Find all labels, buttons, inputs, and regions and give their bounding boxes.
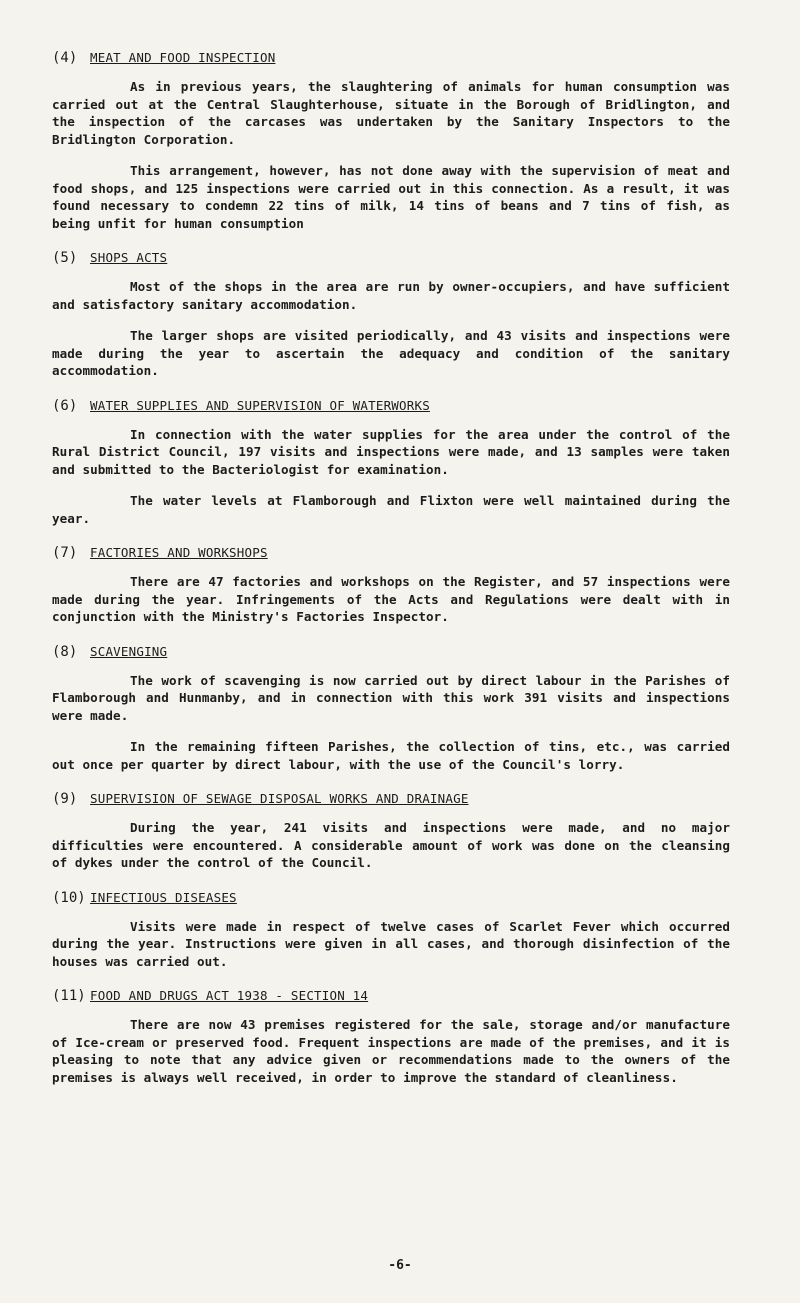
section	[52, 789, 730, 872]
section	[52, 396, 730, 528]
section	[52, 48, 730, 232]
section-title: FACTORIES AND WORKSHOPS	[90, 545, 268, 560]
section-paragraph: During the year, 241 visits and inspections were made, and no major difficulties were encountered. A considerable amount of work was done on the cleansing of dykes under the control of the Council.	[52, 820, 730, 870]
section	[52, 888, 730, 971]
section-heading	[52, 789, 730, 809]
section-number: (5)	[52, 250, 78, 266]
section-title: MEAT AND FOOD INSPECTION	[90, 50, 276, 65]
section-number: (6)	[52, 397, 78, 414]
section-heading	[52, 986, 730, 1006]
section-title: SCAVENGING	[90, 643, 168, 659]
section-heading	[52, 543, 730, 563]
section-heading	[52, 642, 730, 662]
section-title: FOOD AND DRUGS ACT 1938 - SECTION 14	[90, 988, 369, 1003]
section-paragraph: Most of the shops in the area are run by owner-occupiers, and have sufficient and satisfactory sanitary accommodation.	[52, 279, 730, 312]
section-number: (8)	[52, 643, 78, 660]
section	[52, 642, 730, 774]
section-number: (9)	[52, 791, 78, 807]
section-paragraph: This arrangement, however, has not done away with the supervision of meat and food shops, and 125 inspections were carried out in this connection. As a result, it was found necessary to condemn 22 tins of milk, 14 tins of beans and 7 tins of fish, as being unfit for human consumption	[52, 163, 730, 231]
section	[52, 986, 730, 1086]
section-title: SHOPS ACTS	[90, 250, 168, 265]
section-number: (4)	[52, 50, 78, 66]
section-title: WATER SUPPLIES AND SUPERVISION OF WATERWORKS	[90, 397, 430, 413]
section-heading	[52, 48, 730, 68]
section-number: (11)	[52, 988, 86, 1004]
section-paragraph: The water levels at Flamborough and Flixton were well maintained during the year.	[52, 493, 730, 526]
section-paragraph: Visits were made in respect of twelve cases of Scarlet Fever which occurred during the year. Instructions were given in all cases, and thorough disinfection of the houses was carried out.	[52, 918, 730, 969]
section-heading	[52, 248, 730, 268]
section-paragraph: There are now 43 premises registered for the sale, storage and/or manufacture of Ice-cream or preserved food. Frequent inspections are made of the premises, and it is pleasing to note that any advice given or recommendations made to the owners of the premises is always well received, in order to improve the standard of cleanliness.	[52, 1017, 730, 1085]
section-paragraph: The work of scavenging is now carried out by direct labour in the Parishes of Flamborough and Hunmanby, and in connection with this work 391 visits and inspections were made.	[52, 672, 730, 723]
section-number: (7)	[52, 545, 78, 561]
section-heading	[52, 396, 730, 416]
section-paragraph: In connection with the water supplies for the area under the control of the Rural District Council, 197 visits and inspections were made, and 13 samples were taken and submitted to the Bacteriologist for examination.	[52, 426, 730, 477]
section-paragraph: The larger shops are visited periodically, and 43 visits and inspections were made during the year to ascertain the adequacy and condition of the sanitary accommodation.	[52, 328, 730, 378]
section	[52, 248, 730, 380]
page-number: -6-	[388, 1258, 412, 1273]
section-paragraph: There are 47 factories and workshops on the Register, and 57 inspections were made during the year. Infringements of the Acts and Regulations were dealt with in conjunction with the Ministry's Factories Inspector.	[52, 574, 730, 624]
section-paragraph: In the remaining fifteen Parishes, the collection of tins, etc., was carried out once per quarter by direct labour, with the use of the Council's lorry.	[52, 739, 730, 772]
section-title: SUPERVISION OF SEWAGE DISPOSAL WORKS AND DRAINAGE	[90, 791, 469, 806]
section	[52, 543, 730, 626]
section-number: (10)	[52, 889, 86, 906]
section-title: INFECTIOUS DISEASES	[90, 889, 237, 905]
section-heading	[52, 888, 730, 908]
sections-container	[52, 48, 730, 1086]
section-paragraph: As in previous years, the slaughtering of animals for human consumption was carried out at the Central Slaughterhouse, situate in the Borough of Bridlington, and the inspection of the carcases was undertaken by the Sanitary Inspectors to the Bridlington Corporation.	[52, 79, 730, 147]
